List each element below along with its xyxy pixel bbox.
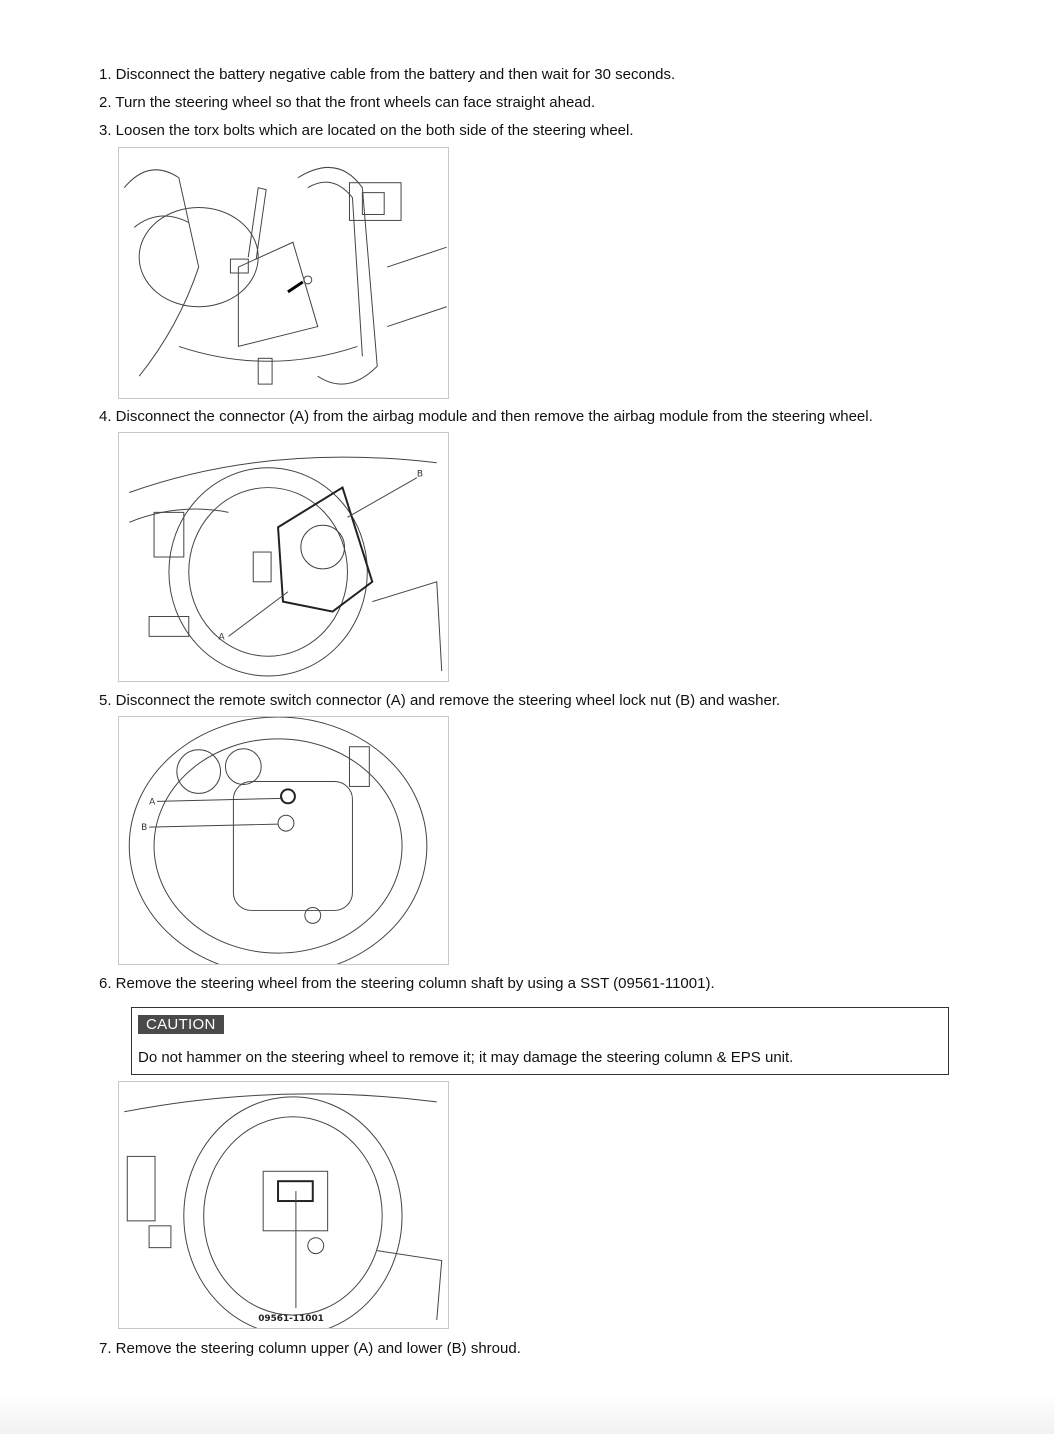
step-1: 1. Disconnect the battery negative cable from the battery and then wait for 30 seconds. xyxy=(99,66,676,83)
caution-box xyxy=(131,1007,949,1075)
step-3: 3. Loosen the torx bolts which are located on the both side of the steering wheel. xyxy=(99,122,634,139)
lock-nut-illustration xyxy=(119,717,448,964)
label-b: B xyxy=(416,469,424,480)
label-a: A xyxy=(218,632,225,643)
figure-torx-bolts xyxy=(118,147,449,399)
airbag-illustration xyxy=(119,433,448,681)
steering-wheel-illustration xyxy=(119,148,448,398)
tool-label: 09561-11001 xyxy=(258,1314,324,1325)
caution-text: Do not hammer on the steering wheel to remove it; it may damage the steering column & EPS unit. xyxy=(138,1049,794,1066)
sst-illustration xyxy=(119,1082,448,1328)
label-b: B xyxy=(141,823,148,834)
figure-remote-switch xyxy=(118,716,449,965)
figure-airbag-module xyxy=(118,432,449,682)
page-bottom-edge xyxy=(0,1394,1054,1434)
label-a: A xyxy=(149,797,156,808)
step-7: 7. Remove the steering column upper (A) and lower (B) shroud. xyxy=(99,1340,521,1357)
step-5: 5. Disconnect the remote switch connector (A) and remove the steering wheel lock nut (B) and washer. xyxy=(99,692,781,709)
step-6: 6. Remove the steering wheel from the steering column shaft by using a SST (09561-11001). xyxy=(99,975,715,992)
step-4: 4. Disconnect the connector (A) from the airbag module and then remove the airbag module from the steering wheel. xyxy=(99,408,873,425)
step-2: 2. Turn the steering wheel so that the front wheels can face straight ahead. xyxy=(99,94,596,111)
figure-sst-tool xyxy=(118,1081,449,1329)
caution-label: CAUTION xyxy=(138,1015,224,1034)
